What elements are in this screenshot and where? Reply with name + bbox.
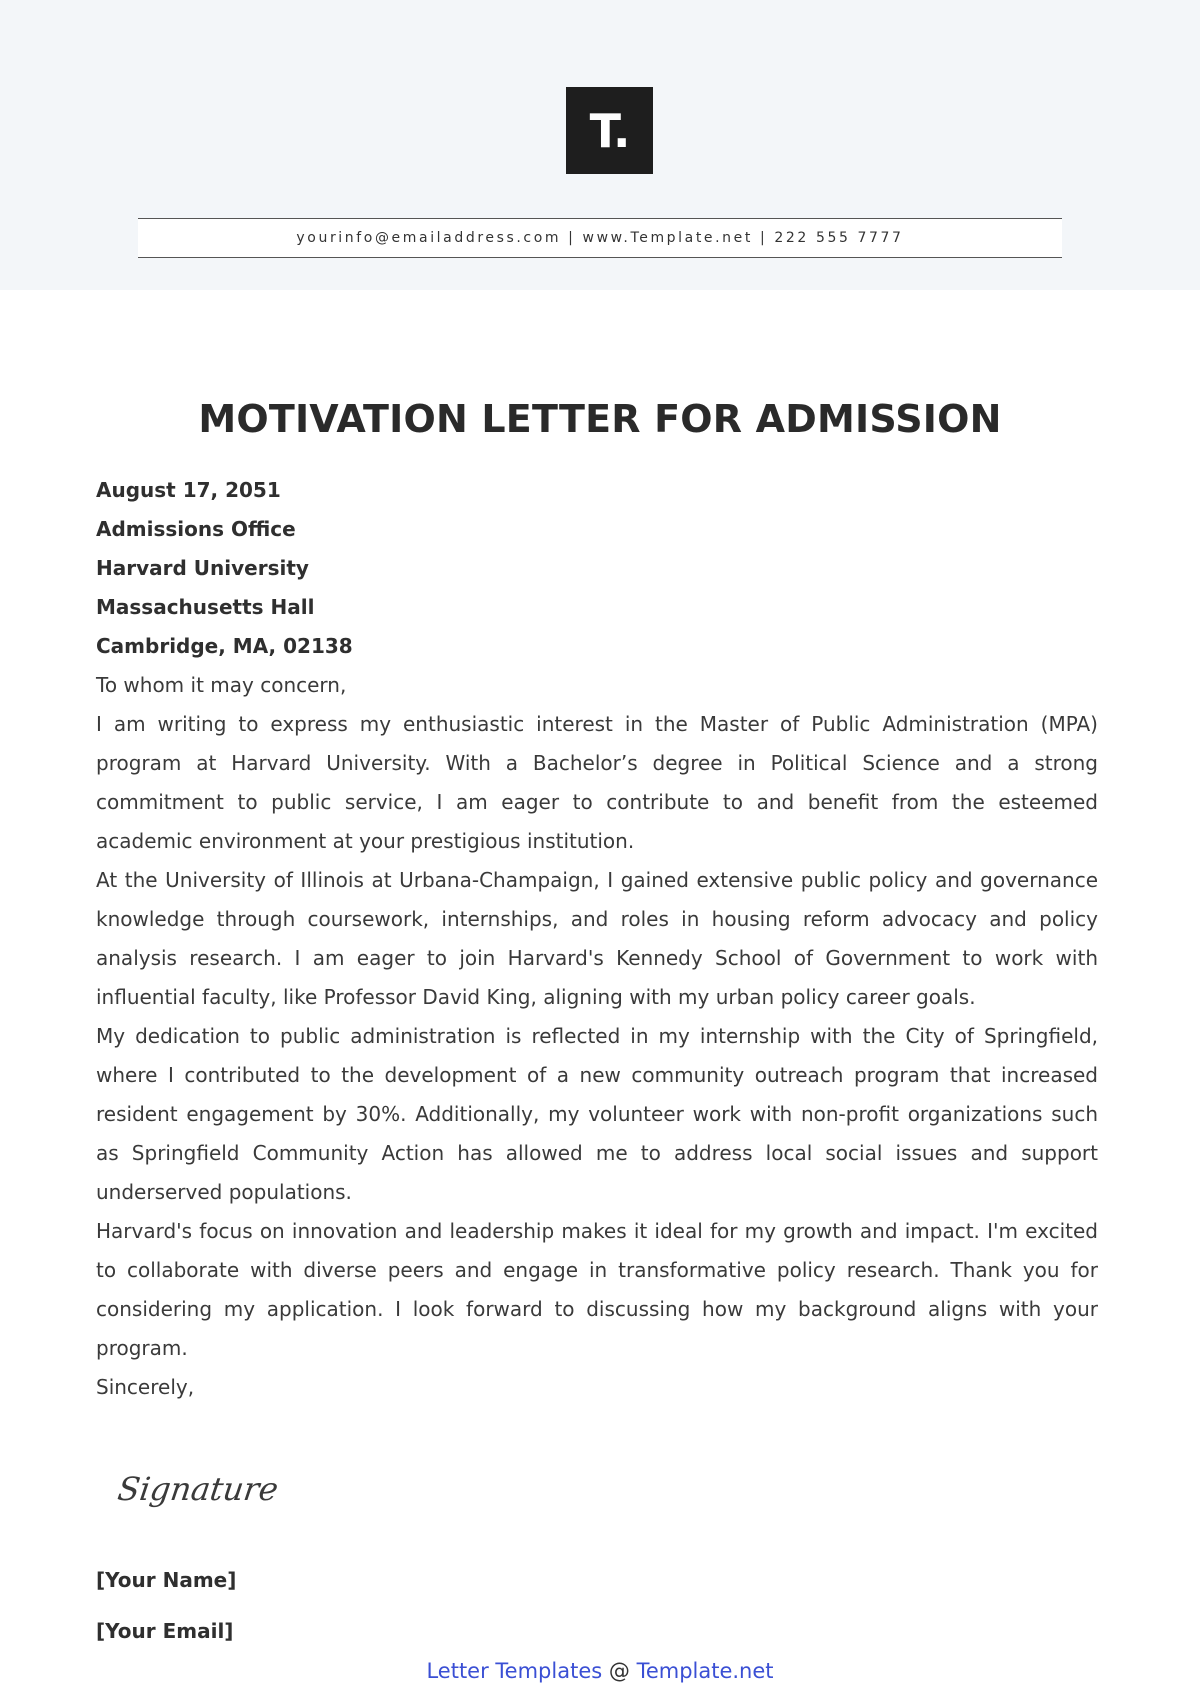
recipient-institution: Harvard University — [96, 556, 309, 580]
footer-attribution — [0, 1659, 1200, 1683]
sender-name: [Your Name] — [96, 1568, 237, 1592]
footer-separator: @ — [608, 1659, 630, 1683]
signature: Signature — [115, 1470, 281, 1508]
paragraph-experience: My dedication to public administration is reflected in my internship with the City of Springfield, where I contributed to the development of a new community outreach program that increased resident engagement by 30%. Additionally, my volunteer work with non-profit organizations such as Springfield Community Action has allowed me to address local social issues and support underserved populations. — [96, 1024, 1098, 1204]
recipient-building: Massachusetts Hall — [96, 595, 315, 619]
template-net-link[interactable]: Template.net — [636, 1659, 774, 1683]
paragraph-closing: Harvard's focus on innovation and leadership makes it ideal for my growth and impact. I'm excited to collaborate with diverse peers and engage in transformative policy research. Thank you for considering my application. I look forward to discussing how my background aligns with your program. — [96, 1219, 1098, 1360]
template-logo: T. — [566, 87, 653, 174]
closing: Sincerely, — [96, 1375, 195, 1399]
recipient-city: Cambridge, MA, 02138 — [96, 634, 353, 658]
salutation: To whom it may concern, — [96, 673, 347, 697]
header-band — [0, 0, 1200, 290]
letter-date: August 17, 2051 — [96, 478, 281, 502]
letter-body — [96, 471, 1098, 1407]
contact-info-bar: yourinfo@emailaddress.com | www.Template.net | 222 555 7777 — [138, 218, 1062, 258]
paragraph-education: At the University of Illinois at Urbana-Champaign, I gained extensive public policy and governance knowledge through coursework, internships, and roles in housing reform advocacy and policy analysis research. I am eager to join Harvard's Kennedy School of Government to work with influential faculty, like Professor David King, aligning with my urban policy career goals. — [96, 868, 1098, 1009]
sender-email: [Your Email] — [96, 1619, 234, 1643]
paragraph-intro: I am writing to express my enthusiastic interest in the Master of Public Administration (MPA) program at Harvard University. With a Bachelor’s degree in Political Science and a strong commitment to public service, I am eager to contribute to and benefit from the esteemed academic environment at your prestigious institution. — [96, 712, 1098, 853]
letter-title: MOTIVATION LETTER FOR ADMISSION — [198, 397, 1002, 441]
recipient-office: Admissions Office — [96, 517, 296, 541]
letter-templates-link[interactable]: Letter Templates — [426, 1659, 603, 1683]
